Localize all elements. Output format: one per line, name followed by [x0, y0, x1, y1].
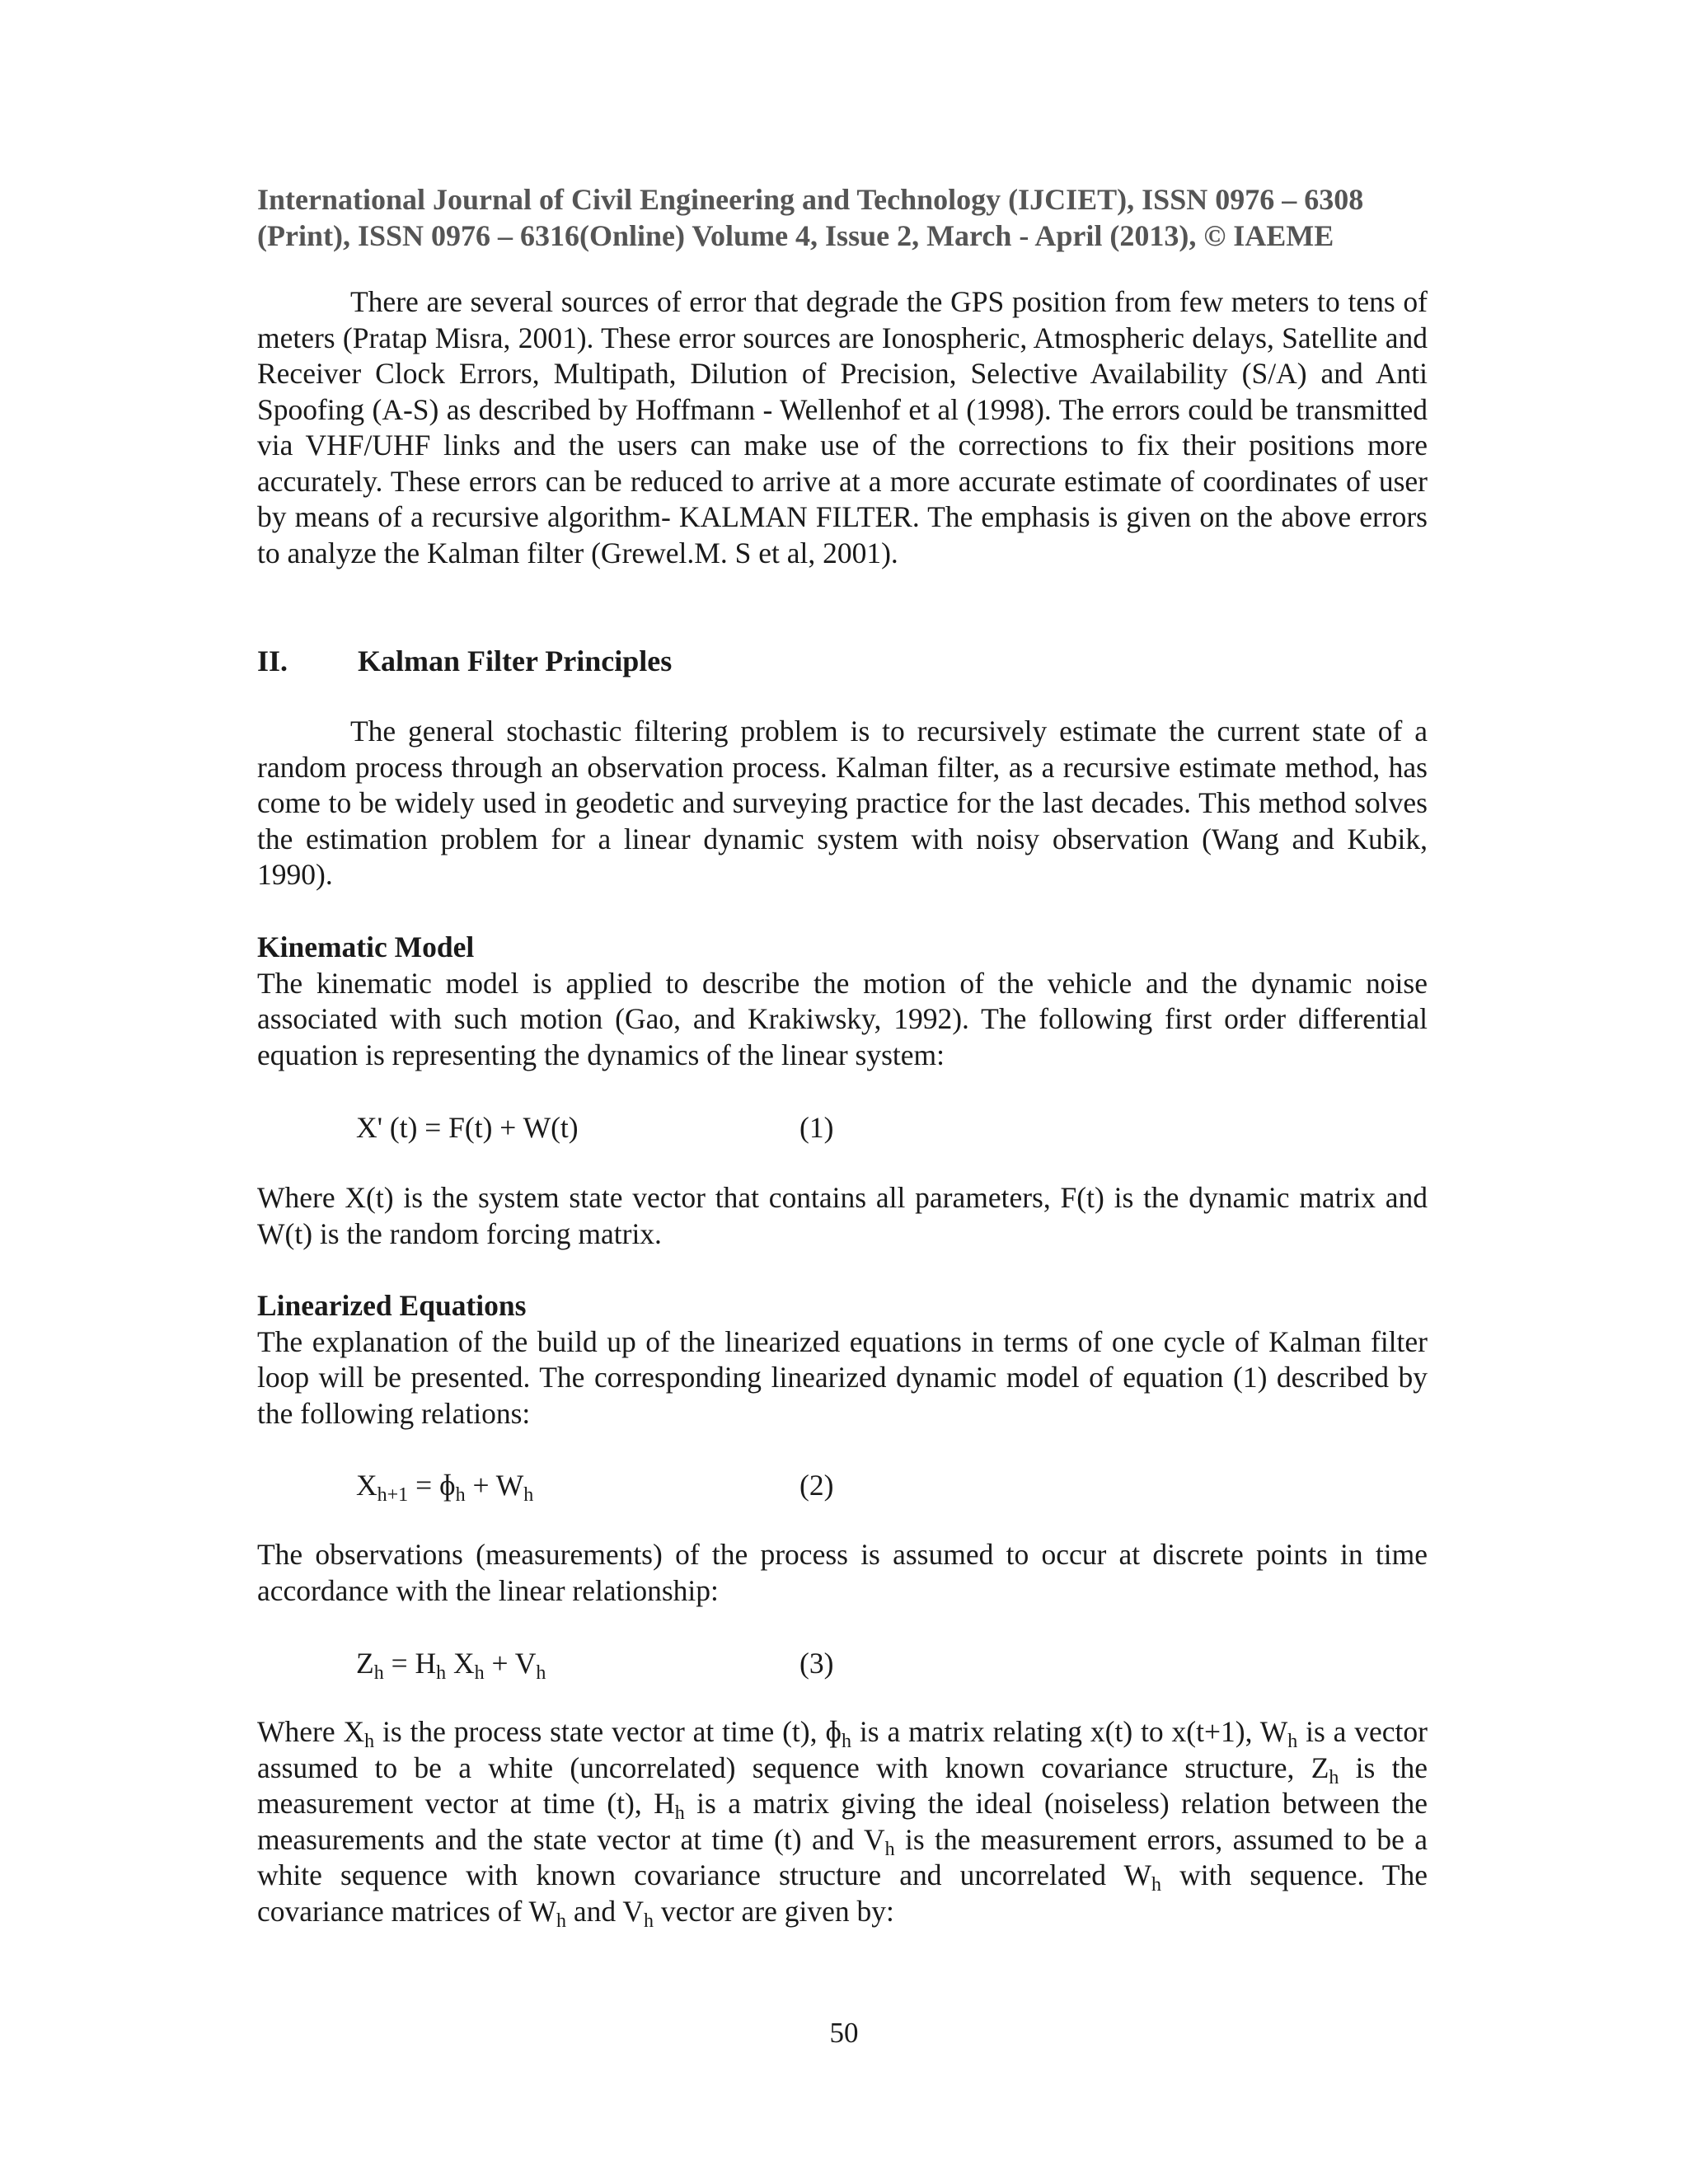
equation-1-number: (1): [799, 1111, 834, 1144]
equation-1: [356, 1109, 1015, 1146]
equation-3-number: (3): [799, 1647, 834, 1680]
kinematic-where-paragraph: Where X(t) is the system state vector that contains all parameters, F(t) is the dynamic matrix and W(t) is the random forcing matrix.: [257, 1181, 1428, 1250]
definitions-paragraph: Where $X_h$ is the process state vector at time (t), ɸ$_h$ is a matrix relating x(t) to x(t+1), $W_h$ is a vector assumed to be a white (uncorrelated) sequence with known covariance structure, $Z_h$ is the measurement vector at time (t), $H_h$ is a matrix giving the ideal (noiseless) relation between the measurements and the state vector at time (t) and $V_h$ is the measurement errors, assumed to be a white sequence with known covariance structure and uncorrelated $W_h$ with sequence. The covariance matrices of $W_h$ and $V_h$ vector are given by:: [257, 1715, 1428, 1932]
page-number: 50: [829, 2017, 859, 2049]
equation-2-number: (2): [799, 1469, 834, 1502]
kinematic-paragraph: The kinematic model is applied to describe the motion of the vehicle and the dynamic noise associated with such motion (Gao, and Krakiwsky, 1992). The following first order differential equation is representing the dynamics of the linear system:: [257, 966, 1428, 1071]
journal-header-line-1: International Journal of Civil Engineering and Technology (IJCIET), ISSN 0976 – 6308: [257, 183, 1364, 216]
intro-paragraph: There are several sources of error that degrade the GPS position from few meters to tens of meters (Pratap Misra, 2001). These error sources are Ionospheric, Atmospheric delays, Satellite and Receiver Clock Errors, Multipath, Dilution of Precision, Selective Availability (S/A) and Anti Spoofing (A-S) as described by Hoffmann - Wellenhof et al (1998). The errors could be transmitted via VHF/UHF links and the users can make use of the corrections to fix their positions more accurately. These errors can be reduced to arrive at a more accurate estimate of coordinates of user by means of a recursive algorithm- KALMAN FILTER. The emphasis is given on the above errors to analyze the Kalman filter (Grewel.M. S et al, 2001).: [257, 285, 1428, 569]
linearized-heading: Linearized Equations: [257, 1289, 527, 1322]
kinematic-heading: Kinematic Model: [257, 930, 475, 963]
linearized-paragraph: The explanation of the build up of the linearized equations in terms of one cycle of Kalman filter loop will be presented. The corresponding linearized dynamic model of equation (1) described by the following relations:: [257, 1324, 1428, 1430]
kinematic-block: [257, 930, 1428, 1073]
equation-1-expression: X' (t) = F(t) + W(t): [356, 1111, 579, 1144]
observation-paragraph: The observations (measurements) of the process is assumed to occur at discrete points in time accordance with the linear relationship:: [257, 1538, 1428, 1607]
journal-header: [257, 181, 1428, 254]
section-title: Kalman Filter Principles: [358, 644, 673, 677]
section-paragraph: The general stochastic filtering problem is to recursively estimate the current state of a random process through an observation process. Kalman filter, as a recursive estimate method, has come to be widely used in geodetic and surveying practice for the last decades. This method solves the estimation problem for a linear dynamic system with noisy observation (Wang and Kubik, 1990).: [257, 715, 1428, 891]
equation-3: [356, 1645, 1015, 1684]
linearized-block: [257, 1288, 1428, 1432]
equation-2: [356, 1467, 1015, 1506]
equation-2-expression: $X_{h+1}$ = ɸ$_h$ + $W_h$: [356, 1469, 534, 1506]
section-number: II.: [257, 644, 288, 677]
journal-header-line-2: (Print), ISSN 0976 – 6316(Online) Volume 4, Issue 2, March - April (2013), © IAEME: [257, 219, 1334, 252]
section-heading: [257, 643, 672, 679]
equation-3-expression: $Z_h = H_h$ $X_h + V_h$: [356, 1647, 546, 1684]
